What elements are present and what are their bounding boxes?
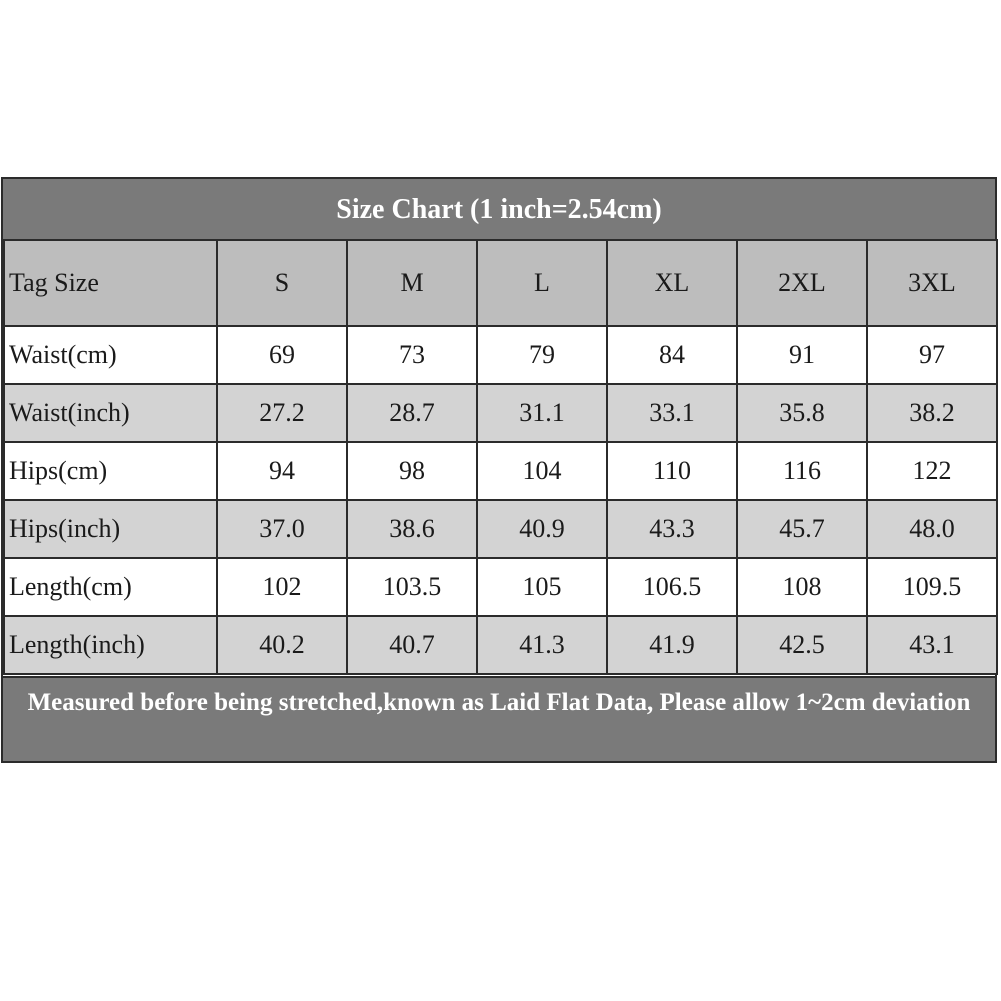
row-label: Waist(inch) (4, 384, 217, 442)
table-cell: 42.5 (737, 616, 867, 674)
header-label: Tag Size (4, 240, 217, 326)
table-cell: 116 (737, 442, 867, 500)
table-cell: 27.2 (217, 384, 347, 442)
table-cell: 79 (477, 326, 607, 384)
table-row (4, 500, 997, 558)
table-cell: 69 (217, 326, 347, 384)
table-cell: 91 (737, 326, 867, 384)
size-header-xl: XL (607, 240, 737, 326)
table-cell: 28.7 (347, 384, 477, 442)
table-cell: 38.2 (867, 384, 997, 442)
size-header-l: L (477, 240, 607, 326)
table-cell: 110 (607, 442, 737, 500)
table-row (4, 558, 997, 616)
row-label: Hips(cm) (4, 442, 217, 500)
row-label: Length(inch) (4, 616, 217, 674)
size-header-3xl: 3XL (867, 240, 997, 326)
table-row (4, 326, 997, 384)
table-cell: 37.0 (217, 500, 347, 558)
size-header-s: S (217, 240, 347, 326)
header-row (4, 240, 997, 326)
table-cell: 48.0 (867, 500, 997, 558)
table-cell: 102 (217, 558, 347, 616)
table-cell: 41.9 (607, 616, 737, 674)
table-cell: 35.8 (737, 384, 867, 442)
table-cell: 41.3 (477, 616, 607, 674)
table-cell: 31.1 (477, 384, 607, 442)
table-cell: 98 (347, 442, 477, 500)
table-cell: 122 (867, 442, 997, 500)
chart-title: Size Chart (1 inch=2.54cm) (3, 179, 995, 241)
table-cell: 45.7 (737, 500, 867, 558)
table-cell: 84 (607, 326, 737, 384)
size-header-m: M (347, 240, 477, 326)
size-chart (1, 177, 997, 763)
table-cell: 33.1 (607, 384, 737, 442)
table-cell: 106.5 (607, 558, 737, 616)
table-cell: 43.3 (607, 500, 737, 558)
table-cell: 103.5 (347, 558, 477, 616)
row-label: Length(cm) (4, 558, 217, 616)
row-label: Waist(cm) (4, 326, 217, 384)
size-table (3, 239, 998, 675)
table-row (4, 442, 997, 500)
table-row (4, 616, 997, 674)
table-cell: 40.7 (347, 616, 477, 674)
table-cell: 97 (867, 326, 997, 384)
size-header-2xl: 2XL (737, 240, 867, 326)
table-cell: 104 (477, 442, 607, 500)
measurement-note (3, 676, 995, 761)
table-cell: 94 (217, 442, 347, 500)
table-cell: 40.9 (477, 500, 607, 558)
table-row (4, 384, 997, 442)
measurement-note-text: Measured before being stretched,known as Laid Flat Data, Please allow 1~2cm deviation (27, 689, 971, 716)
table-cell: 108 (737, 558, 867, 616)
table-cell: 105 (477, 558, 607, 616)
table-cell: 109.5 (867, 558, 997, 616)
table-cell: 43.1 (867, 616, 997, 674)
table-cell: 38.6 (347, 500, 477, 558)
table-cell: 73 (347, 326, 477, 384)
table-cell: 40.2 (217, 616, 347, 674)
row-label: Hips(inch) (4, 500, 217, 558)
